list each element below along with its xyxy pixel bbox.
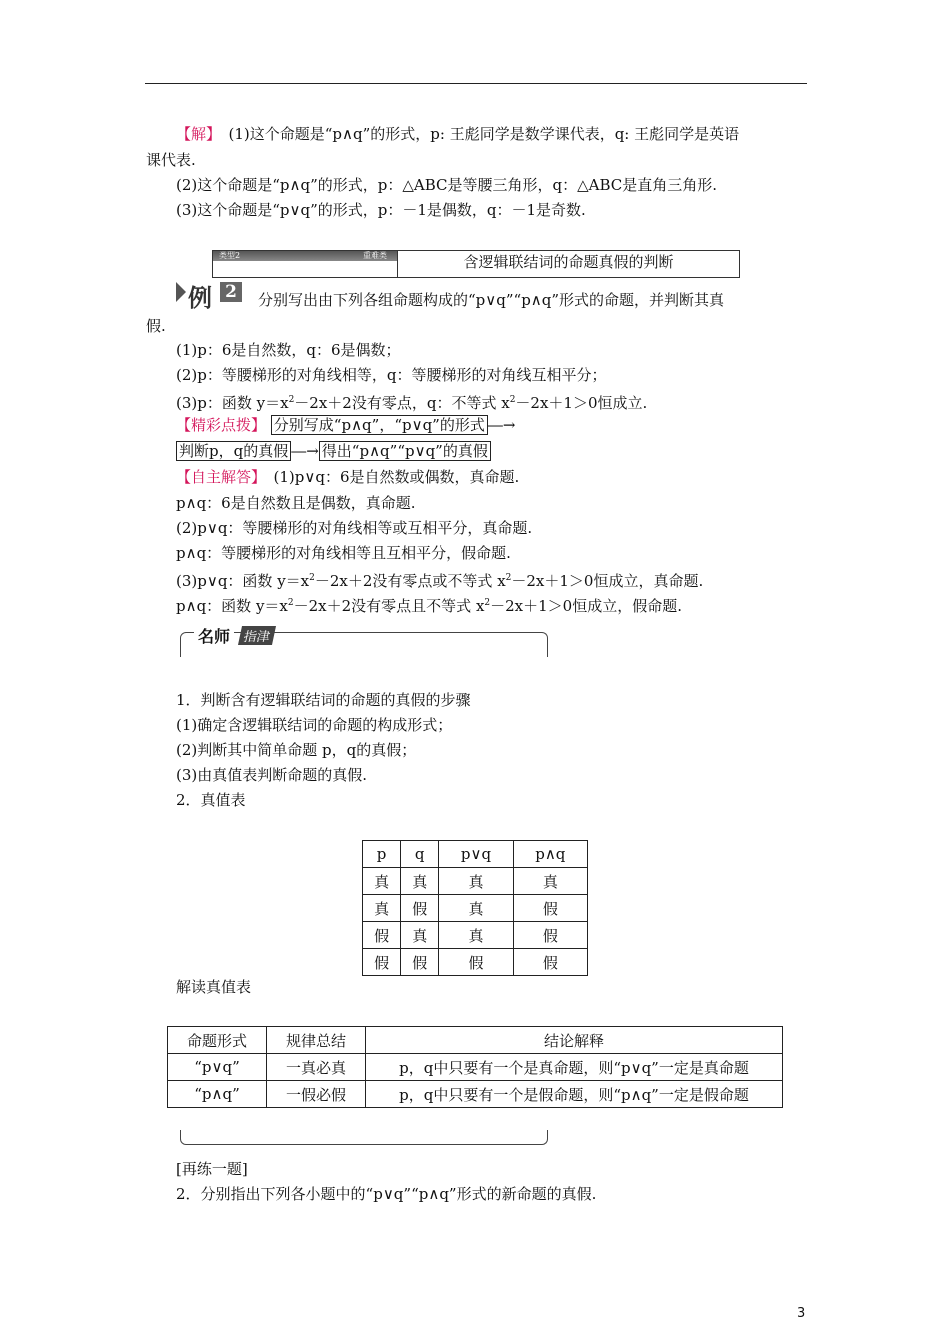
table-cell: 真 (401, 868, 439, 895)
page-number: 3 (797, 1306, 806, 1321)
table-row (363, 949, 588, 976)
table-cell: “p∨q” (168, 1054, 267, 1081)
table-row (363, 895, 588, 922)
table-cell: p，q中只要有一个是假命题，则“p∧q”一定是假命题 (366, 1081, 783, 1108)
solution-line-1b: 课代表. (146, 151, 196, 169)
table-cell: 真 (439, 922, 513, 949)
example-line-1b: 假. (146, 317, 166, 335)
example-item-1: (1)p：6是自然数，q：6是偶数； (176, 341, 401, 359)
table-cell: 真 (439, 868, 513, 895)
interp-header-row (168, 1027, 783, 1054)
table-cell: 一真必真 (267, 1054, 366, 1081)
notes-step-2: (2)判断其中简单命题 p，q的真假； (176, 741, 417, 759)
type-label: 类型2 (219, 251, 241, 260)
table-cell: p，q中只要有一个是真命题，则“p∨q”一定是真命题 (366, 1054, 783, 1081)
notes-step-3: (3)由真值表判断命题的真假. (176, 766, 368, 784)
teacher-guidance-header (180, 626, 548, 658)
answer-line-6: p∧q：函数 $y=x^2-2x+2$没有零点且不等式 $x^2-2x+1>0$恒成立，假命题. (176, 597, 682, 615)
notes-heading-1: 1．判断含有逻辑联结词的命题的真假的步骤 (176, 691, 471, 709)
guidance-label: 名师 (194, 624, 234, 647)
example-line-1: 分别写出由下列各组命题构成的“p∨q”“p∧q”形式的命题，并判断其真 (258, 291, 725, 309)
guidance-label-2: 指津 (238, 626, 276, 645)
table-cell: 假 (439, 949, 513, 976)
table-cell: 假 (513, 949, 587, 976)
answer-line-2: p∧q：6是自然数且是偶数，真命题. (176, 494, 416, 512)
notes-step-1: (1)确定含逻辑联结词的命题的构成形式； (176, 716, 453, 734)
solution-line-1: 【解】 (1)这个命题是“p∧q”的形式，p: 王彪同学是数学课代表，q: 王彪同学是英语 (176, 125, 740, 143)
table-header-cell: 命题形式 (168, 1027, 267, 1054)
example-item-3: (3)p：函数 $y=x^2-2x+2$没有零点，q：不等式 $x^2-2x+1>0$恒成立. (176, 394, 648, 412)
table-cell: 真 (439, 895, 513, 922)
top-rule (145, 83, 807, 84)
table-cell: 一假必假 (267, 1081, 366, 1108)
type-tag: 重难类 (363, 251, 387, 260)
example-number: 2 (220, 282, 242, 302)
solution-tag: 【解】 (176, 125, 214, 143)
hint-box-2: 判断p，q的真假 (176, 441, 291, 461)
example-word: 例 (188, 283, 212, 312)
notes-heading-2: 2．真值表 (176, 791, 246, 809)
table-cell: 假 (513, 922, 587, 949)
answer-line-1: 【自主解答】 (1)p∨q：6是自然数或偶数，真命题. (176, 468, 520, 486)
table-row (363, 922, 588, 949)
table-cell: 假 (363, 922, 401, 949)
example-item-2: (2)p：等腰梯形的对角线相等，q：等腰梯形的对角线互相平分； (176, 366, 607, 384)
answer-line-4: p∧q：等腰梯形的对角线相等且互相平分，假命题. (176, 544, 511, 562)
table-cell: 假 (513, 895, 587, 922)
guidance-frame (180, 632, 548, 657)
table-cell: “p∧q” (168, 1081, 267, 1108)
hint-arrow-1: ―→ (487, 416, 516, 434)
hint-line-2 (176, 441, 491, 461)
table-row (363, 868, 588, 895)
table-row (168, 1054, 783, 1081)
type-title: 含逻辑联结词的命题真假的判断 (463, 253, 674, 271)
practice-question-2: 2．分别指出下列各小题中的“p∨q”“p∧q”形式的新命题的真假. (176, 1185, 597, 1203)
interp-title: 解读真值表 (176, 978, 252, 996)
table-cell: 真 (363, 895, 401, 922)
type-heading-bar (212, 250, 740, 278)
table-header-cell: p∨q (439, 841, 513, 868)
answer-line-5: (3)p∨q：函数 $y=x^2-2x+2$没有零点或不等式 $x^2-2x+1>0$恒成立，真命题. (176, 572, 704, 590)
hint-tag: 【精彩点拨】 (176, 416, 267, 434)
solution-line-3: (3)这个命题是“p∨q”的形式，p：－1是偶数，q：－1是奇数. (176, 201, 586, 219)
truth-table-header (363, 841, 588, 868)
table-header-cell: 结论解释 (366, 1027, 783, 1054)
practice-title: [再练一题] (176, 1160, 248, 1178)
interpretation-table (167, 1026, 783, 1108)
table-header-cell: q (401, 841, 439, 868)
answer-line-3: (2)p∨q：等腰梯形的对角线相等或互相平分，真命题. (176, 519, 533, 537)
table-cell: 真 (513, 868, 587, 895)
hint-box-1: 分别写成“p∧q”，“p∨q”的形式 (271, 415, 488, 435)
table-cell: 假 (401, 949, 439, 976)
guidance-bottom-bracket (180, 1130, 548, 1145)
table-row (168, 1081, 783, 1108)
truth-table (362, 840, 588, 976)
table-cell: 真 (363, 868, 401, 895)
answer-tag: 【自主解答】 (176, 468, 259, 486)
table-cell: 真 (401, 922, 439, 949)
table-cell: 假 (363, 949, 401, 976)
hint-box-3: 得出“p∧q”“p∨q”的真假 (319, 441, 491, 461)
table-header-cell: p (363, 841, 401, 868)
solution-line-2: (2)这个命题是“p∧q”的形式，p：△ABC是等腰三角形，q：△ABC是直角三角形. (176, 176, 718, 194)
hint-line-1 (176, 415, 515, 435)
table-header-cell: 规律总结 (267, 1027, 366, 1054)
example-arrow-icon (176, 282, 186, 302)
table-cell: 假 (401, 895, 439, 922)
hint-arrow-2: ―→ (291, 442, 319, 460)
table-header-cell: p∧q (513, 841, 587, 868)
